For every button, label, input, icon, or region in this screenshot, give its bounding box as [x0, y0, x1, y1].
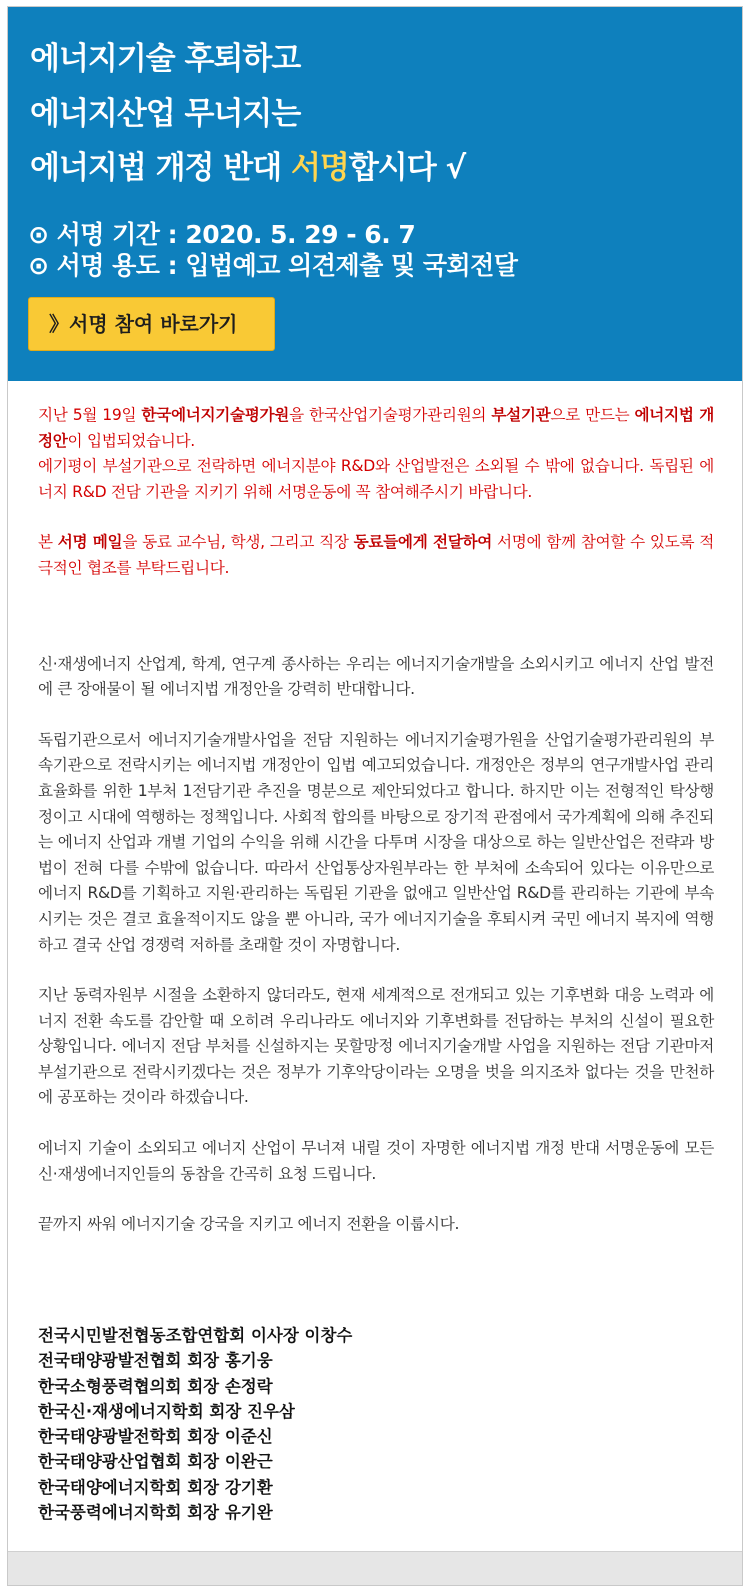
notice-paragraph-1	[38, 403, 714, 454]
title-line-1: 에너지기술 후퇴하고	[30, 41, 301, 77]
signer-list	[38, 1323, 352, 1525]
notice-text: 으로 만드는	[550, 406, 635, 424]
notice-text: 서명에 함께 참여할 수 있도록 적극적인 협조를 부탁드립니다.	[38, 533, 714, 577]
petition-email	[7, 6, 743, 1586]
notice-text: 지난 5월 19일	[38, 406, 142, 424]
signer-line: 전국시민발전협동조합연합회 이사장 이창수	[38, 1326, 353, 1345]
notice-highlight-affiliate: 부설기관	[491, 406, 551, 424]
email-body	[38, 403, 714, 1238]
signer-line: 한국소형풍력협의회 회장 손정락	[38, 1376, 273, 1396]
statement-paragraph-3: 지난 동력자원부 시절을 소환하지 않더라도, 현재 세계적으로 전개되고 있는 기후변화 대응 노력과 에너지 전환 속도를 감안할 때 오히려 우리나라도 에너지와 기후변화를 전담하는 부처의 신설이 필요한 상황입니다. 에너지 전담 부처를 신설하지는 못할망정 에너지기술개발 사업을 지원하는 전담 기관마저 부설기관으로 전락시키겠다는 것은 정부가 기후악당이라는 오명을 벗을 의지조차 없다는 것을 만천하에 공포하는 것이라 하겠습니다.	[38, 986, 714, 1107]
notice-highlight-amendment: 에너지법 개정안	[38, 406, 715, 450]
notice-highlight-mail: 서명 메일	[57, 533, 123, 552]
statement-paragraph-4: 에너지 기술이 소외되고 에너지 산업이 무너져 내릴 것이 자명한 에너지법 개정 반대 서명운동에 모든 신·재생에너지인들의 동참을 간곡히 요청 드립니다.	[38, 1139, 714, 1183]
statement-paragraph-2: 독립기관으로서 에너지기술개발사업을 전담 지원하는 에너지기술평가원을 산업기술평가관리원의 부속기관으로 전락시키는 에너지법 개정안이 입법 예고되었습니다. 개정안은 정부의 연구개발사업 관리 효율화를 위한 1부처 1전담기관 추진을 명분으로 제안되었다고 합니다. 하지만 이는 전형적인 탁상행정이고 시대에 역행하는 정책입니다. 사회적 합의를 바탕으로 장기적 관점에서 국가계획에 의해 추진되는 에너지 산업과 개별 기업의 수익을 위해 시간을 다투며 시장을 대상으로 하는 일반산업은 전략과 방법이 전혀 다를 수밖에 없습니다. 따라서 산업통상자원부라는 한 부처에 소속되어 있다는 이유만으로 에너지 R&D를 기획하고 지원·관리하는 독립된 기관을 없애고 일반산업 R&D를 관리하는 기관에 부속 시키는 것은 결코 효율적이지도 않을 뿐 아니라, 국가 에너지기술을 후퇴시켜 국민 에너지 복지에 역행하고 결국 산업 경쟁력 저하를 초래할 것이 자명합니다.	[38, 730, 714, 954]
title-line-3	[30, 142, 465, 187]
statement-paragraph-5: 끝까지 싸워 에너지기술 강국을 지키고 에너지 전환을 이룹시다.	[38, 1215, 460, 1234]
signer-line: 한국풍력에너지학회 회장 유기완	[38, 1503, 273, 1523]
signer-line: 한국태양에너지학회 회장 강기환	[38, 1477, 273, 1497]
notice-text: 본	[38, 533, 58, 552]
statement-paragraph-1: 신·재생에너지 산업계, 학계, 연구계 종사하는 우리는 에너지기술개발을 소외시키고 에너지 산업 발전에 큰 장애물이 될 에너지법 개정안을 강력히 반대합니다.	[38, 654, 714, 699]
title-line-2: 에너지산업 무너지는	[30, 96, 301, 132]
notice-paragraph-3	[38, 530, 714, 581]
signature-purpose: ⊙ 서명 용도 : 입법예고 의견제출 및 국회전달	[28, 251, 518, 280]
notice-text: 을 동료 교수님, 학생, 그리고 직장	[122, 533, 354, 552]
signature-period: ⊙ 서명 기간 : 2020. 5. 29 - 6. 7	[28, 220, 416, 249]
footer-bar	[8, 1551, 742, 1585]
signer-line: 한국신·재생에너지학회 회장 진우삼	[38, 1401, 295, 1421]
notice-highlight-kier: 한국에너지기술평가원	[141, 406, 290, 424]
title-accent-sign: 서명	[290, 150, 349, 186]
notice-text: 을 한국산업기술평가관리원의	[289, 406, 492, 424]
signer-line: 전국태양광발전협회 회장 홍기웅	[38, 1351, 273, 1371]
signer-line: 한국태양광발전학회 회장 이준신	[38, 1427, 273, 1447]
signer-line: 한국태양광산업협회 회장 이완근	[38, 1452, 273, 1472]
join-signature-button[interactable]: 》서명 참여 바로가기	[28, 297, 275, 351]
petition-header	[8, 7, 742, 381]
notice-highlight-forward: 동료들에게 전달하여	[353, 533, 492, 552]
title-line-3-pre: 에너지법 개정 반대	[30, 150, 291, 186]
notice-text: 이 입법되었습니다.	[67, 431, 195, 450]
title-line-3-post: 합시다 √	[348, 150, 466, 186]
notice-paragraph-2: 에기평이 부설기관으로 전락하면 에너지분야 R&D와 산업발전은 소외될 수 밖에 없습니다. 독립된 에너지 R&D 전담 기관을 지키기 위해 서명운동에 꼭 참여해주시기 바랍니다.	[38, 457, 714, 501]
